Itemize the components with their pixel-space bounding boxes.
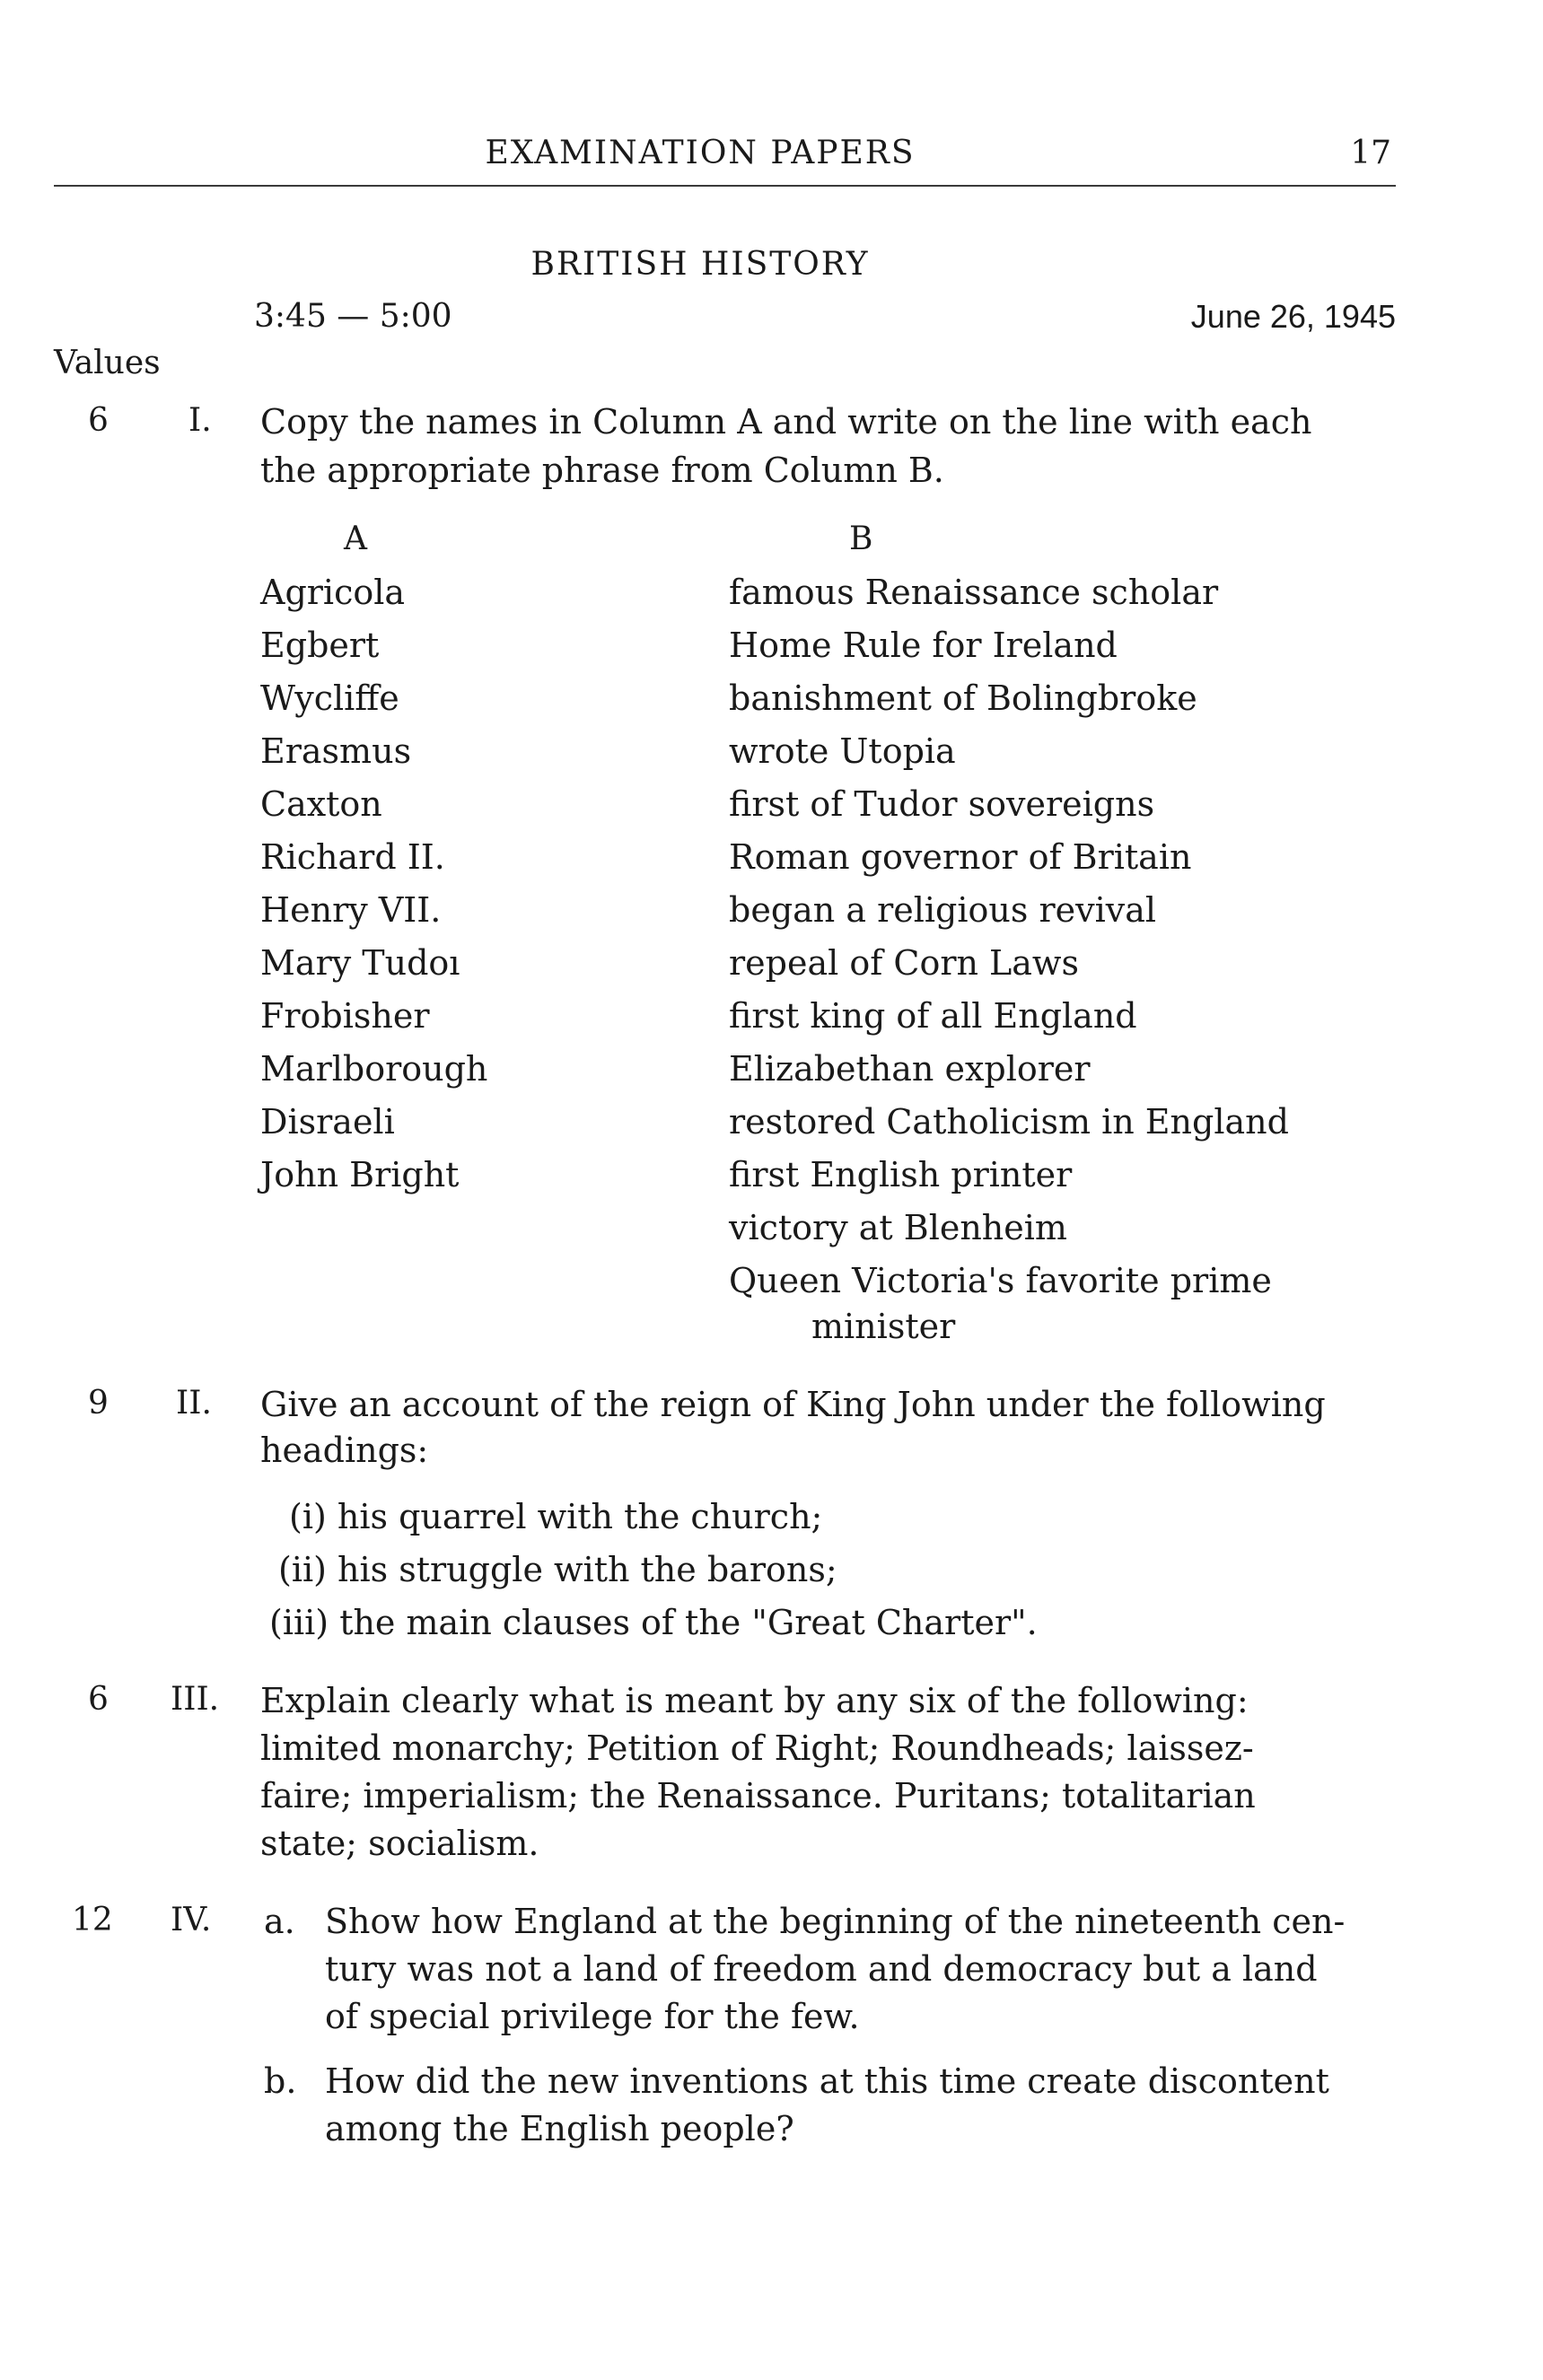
column-b-item: Roman governor of Britain [729,837,1192,877]
column-a-item: Wycliffe [260,678,399,718]
column-b-item: Home Rule for Ireland [729,626,1118,665]
column-b-item: first English printer [729,1155,1073,1194]
q4-numeral: IV. [171,1902,212,1938]
column-b-item: victory at Blenheim [729,1208,1067,1247]
q2-numeral: II. [176,1385,212,1422]
column-b-item-continuation: minister [811,1307,956,1346]
column-b-item: repeal of Corn Laws [729,943,1079,983]
column-b-item: restored Catholicism in England [729,1102,1289,1142]
column-a-item: Agricola [260,573,406,612]
q4-part-a-line: tury was not a land of freedom and democracy but a land [325,1949,1318,1989]
exam-date: June 26, 1945 [1190,298,1396,335]
page-number: 17 [1350,135,1391,171]
q4-part-b-line: How did the new inventions at this time create discontent [325,2061,1329,2101]
column-a-item: Disraeli [260,1102,395,1142]
column-a-item: Mary Tudoı [260,943,460,983]
q4-part-a-line: of special privilege for the few. [325,1997,860,2036]
q4-part-b-line: among the English people? [325,2109,794,2148]
q4-part-b-label: b. [264,2061,297,2101]
column-b-item: famous Renaissance scholar [729,573,1219,612]
header-rule [54,185,1396,187]
q3-text-line: limited monarchy; Petition of Right; Roundheads; laissez- [260,1728,1254,1768]
column-a-item: Richard II. [260,837,445,877]
column-a-item: Egbert [260,626,380,665]
q3-numeral: III. [171,1681,220,1718]
column-a-item: John Bright [260,1155,460,1194]
q4-part-a-label: a. [264,1902,295,1941]
q2-subitem: (iii) the main clauses of the "Great Charter". [269,1603,1038,1642]
q2-value: 9 [88,1385,109,1422]
column-a-item: Caxton [260,784,382,824]
q3-value: 6 [88,1681,109,1718]
values-label: Values [54,345,161,381]
column-b-item: first of Tudor sovereigns [729,784,1155,824]
q3-text-line: Explain clearly what is meant by any six of the following: [260,1681,1249,1720]
column-b-item: banishment of Bolingbroke [729,678,1197,718]
q4-part-a-line: Show how England at the beginning of the nineteenth cen- [325,1902,1346,1941]
exam-time: 3:45 — 5:00 [254,298,452,335]
column-a-header: A [344,521,367,557]
q1-numeral: I. [188,402,212,439]
column-b-item: Elizabethan explorer [729,1049,1091,1089]
q3-text-line: faire; imperialism; the Renaissance. Puritans; totalitarian [260,1776,1256,1816]
q2-subitem: (ii) his struggle with the barons; [278,1550,837,1589]
q1-value: 6 [88,402,109,439]
q2-text-line: headings: [260,1431,429,1470]
column-b-item: Queen Victoria's favorite prime [729,1261,1272,1300]
q1-text-line: the appropriate phrase from Column B. [260,451,944,490]
column-b-item: first king of all England [729,996,1137,1036]
running-title: EXAMINATION PAPERS [485,135,916,171]
column-a-item: Frobisher [260,996,430,1036]
q3-text-line: state; socialism. [260,1824,539,1863]
exam-subject: BRITISH HISTORY [530,246,870,283]
q2-subitem: (i) his quarrel with the church; [289,1497,823,1536]
column-a-item: Henry VII. [260,890,442,930]
column-a-item: Marlborough [260,1049,488,1089]
column-b-item: wrote Utopia [729,731,956,771]
column-b-item: began a religious revival [729,890,1157,930]
q4-value: 12 [72,1902,113,1938]
q1-text-line: Copy the names in Column A and write on the line with each [260,402,1312,442]
column-a-item: Erasmus [260,731,412,771]
q2-text-line: Give an account of the reign of King John under the following [260,1385,1326,1424]
column-b-header: B [849,521,873,557]
